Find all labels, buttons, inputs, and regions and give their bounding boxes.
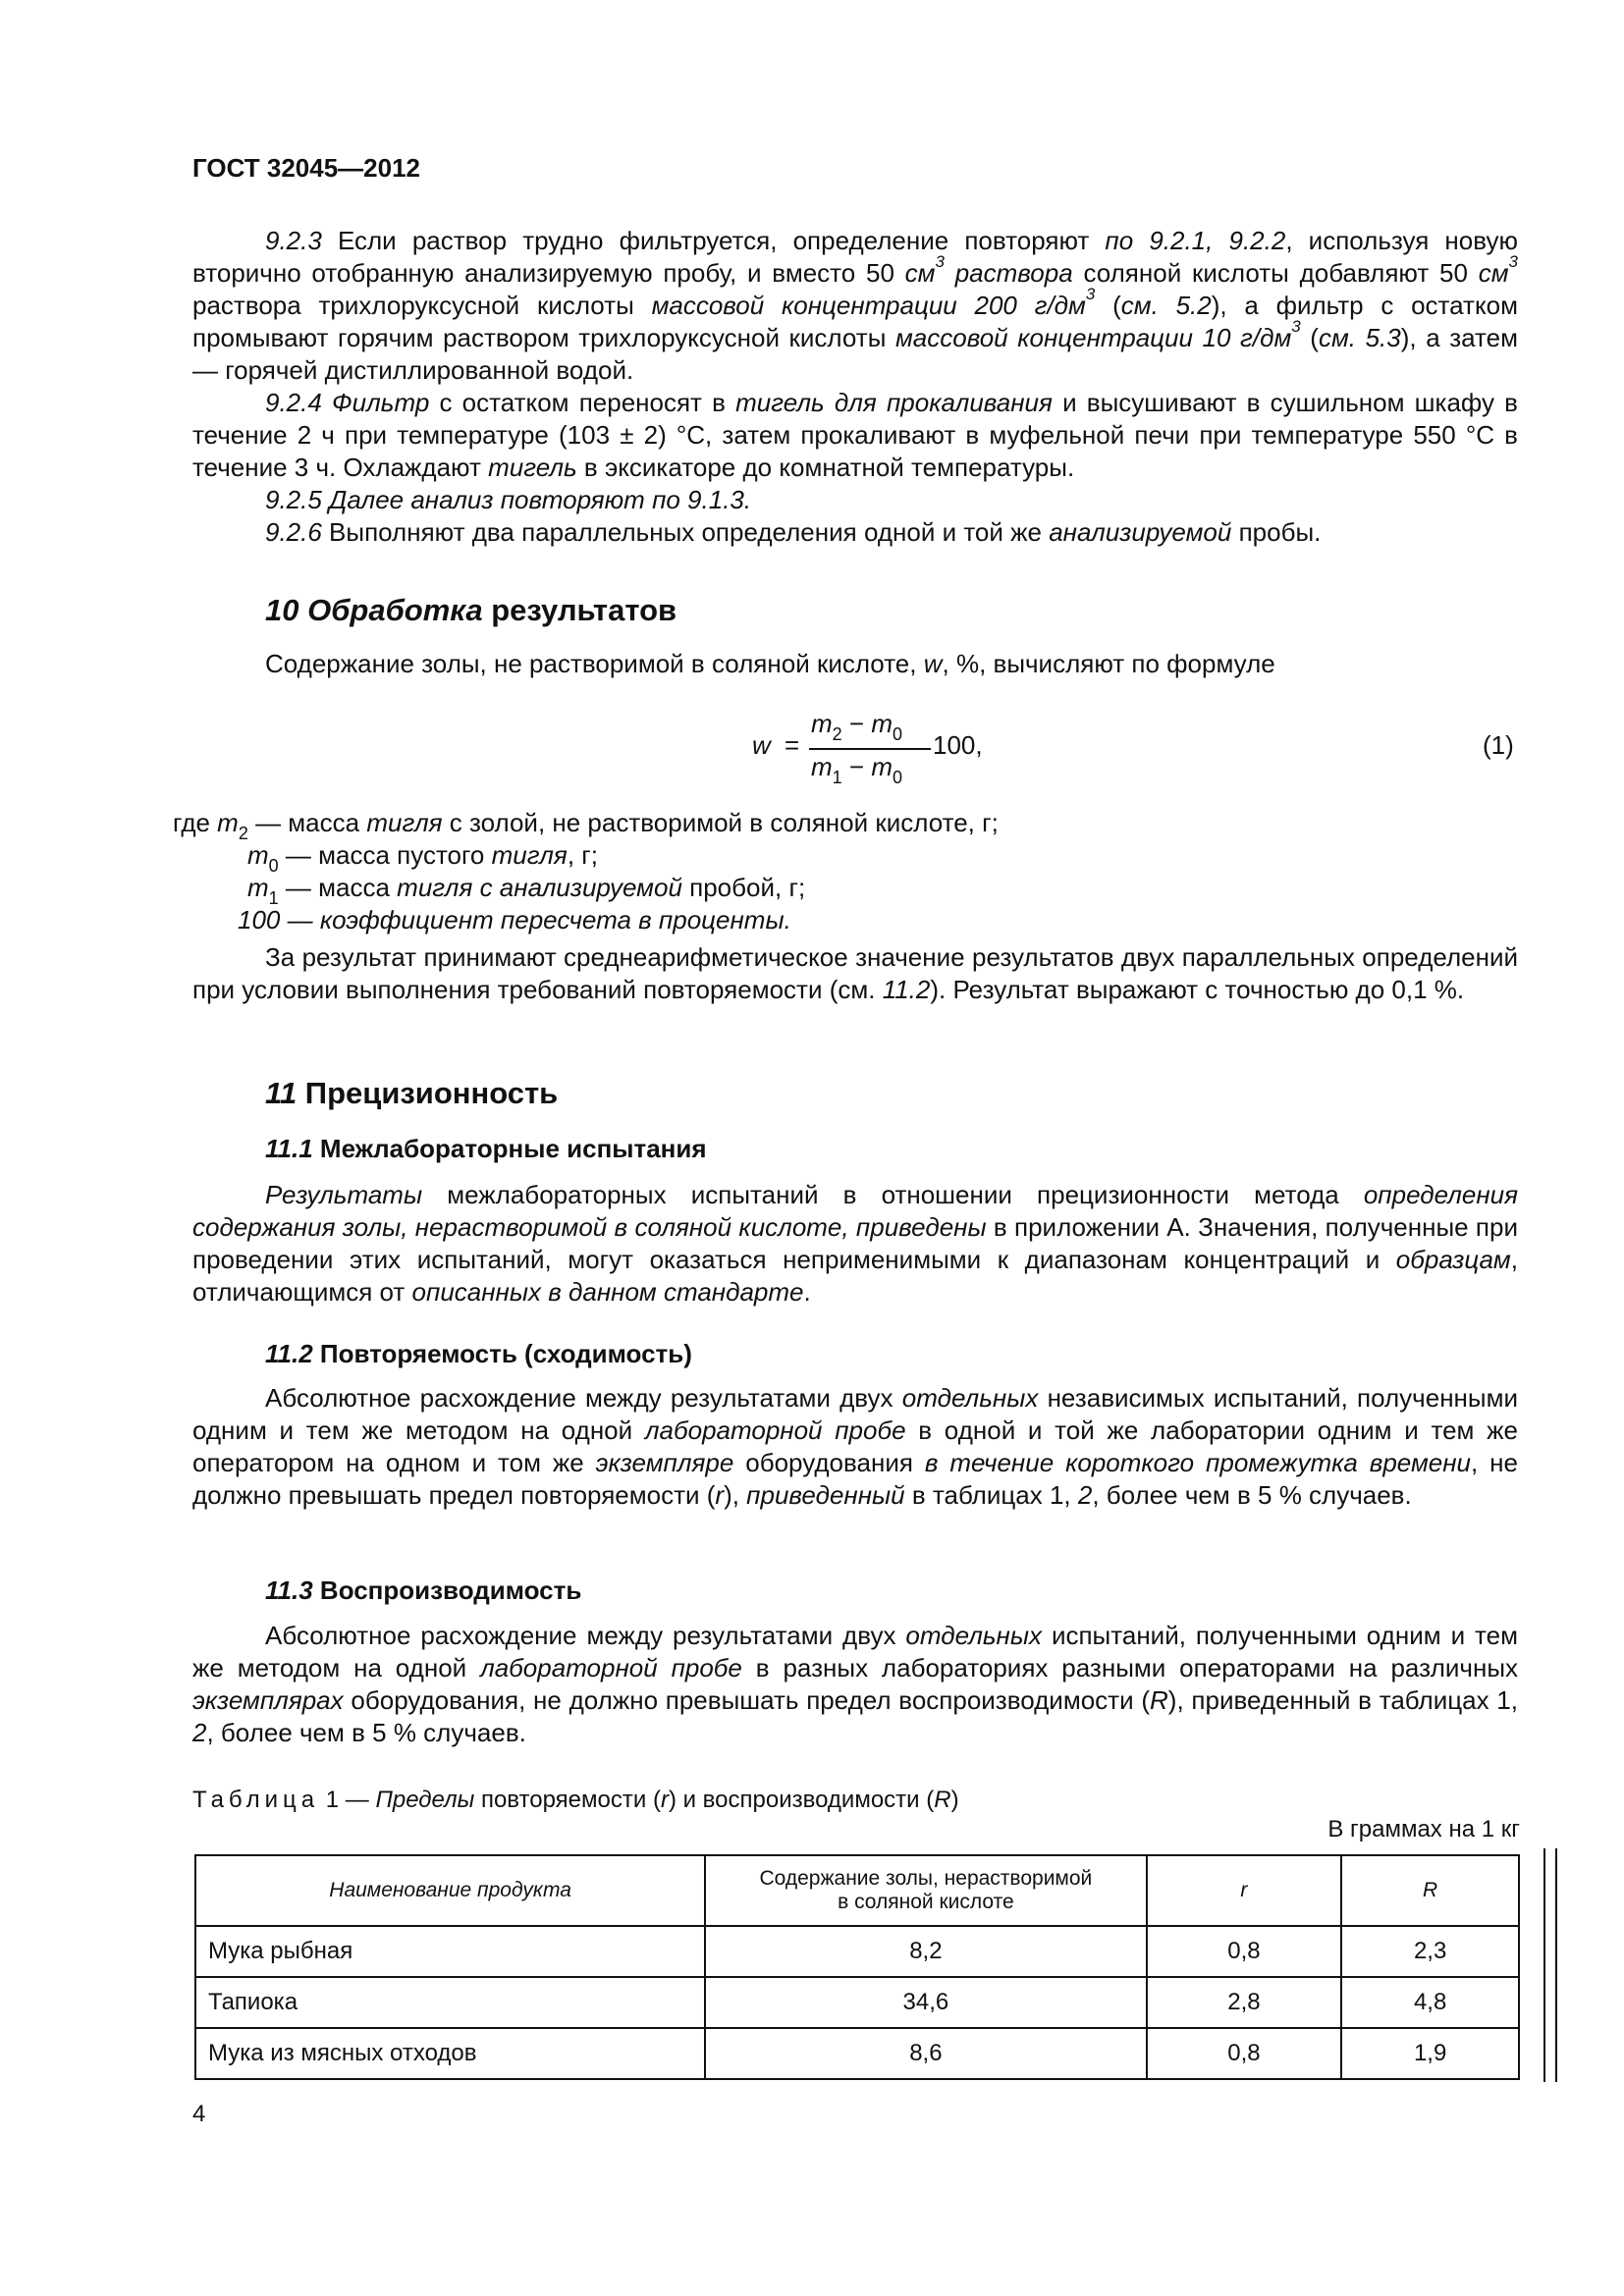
document-code-header: ГОСТ 32045—2012 <box>192 153 420 183</box>
text: , более чем в 5 % случаев. <box>206 1718 526 1747</box>
heading-italic: 11.3 <box>265 1575 313 1605</box>
page-number: 4 <box>192 2101 206 2127</box>
text: и высушивают в сушильном шкафу в течение 2 ч при температуре (103 ± 2) °С, затем прокаливают в муфельной печи при температуре 550 °С в течение 3 ч. Охлаждают <box>192 388 1518 482</box>
superscript: 3 <box>1291 317 1301 336</box>
italic-text: образцам <box>1395 1245 1511 1274</box>
paragraph-9-2-5: 9.2.5 Далее анализ повторяют по 9.1.3. <box>265 485 752 514</box>
heading-italic: 11 <box>265 1076 298 1110</box>
change-bar <box>1555 1848 1557 2082</box>
subsection-11-1-heading <box>265 1134 707 1164</box>
formula-number: (1) <box>1483 730 1514 760</box>
table-row <box>195 1926 1519 1977</box>
formula-equals: = <box>785 730 800 760</box>
clause-number: 9.2.3 <box>265 226 322 255</box>
heading-text: Воспроизводимость <box>312 1575 582 1605</box>
cell-r: 0,8 <box>1147 1926 1342 1977</box>
text: Абсолютное расхождение между результатами двух <box>265 1621 906 1650</box>
table-row <box>195 1977 1519 2028</box>
italic-text: тигля с анализируемой <box>397 873 682 902</box>
cell-product-name: Тапиока <box>195 1977 705 2028</box>
italic-text: приведенный <box>746 1480 905 1510</box>
heading-text: Повторяемость (сходимость) <box>312 1339 692 1368</box>
heading-text: результатов <box>482 593 677 627</box>
italic-text: Пределы <box>375 1787 475 1813</box>
cell-ash-content: 34,6 <box>705 1977 1146 2028</box>
text: Выполняют два параллельных определения одной и той же <box>321 517 1050 547</box>
text: ) и воспроизводимости ( <box>668 1787 935 1813</box>
italic-text: тигель для прокаливания <box>735 388 1053 417</box>
italic-text: определения содержания золы, нерастворимой в соляной кислоте, приведены <box>192 1180 1518 1242</box>
cell-R: 2,3 <box>1341 1926 1519 1977</box>
clause-number: 9.2.4 <box>265 388 322 417</box>
text: . <box>803 1277 811 1307</box>
header-R: R <box>1341 1855 1519 1926</box>
clause-number: 9.2.6 <box>265 517 322 547</box>
text: независимых испытаний, полученными одним и тем же методом на одной <box>192 1383 1518 1445</box>
table-1-caption <box>192 1787 959 1814</box>
paragraph-9-2-3 <box>192 225 1518 387</box>
subsection-11-3-heading <box>265 1575 581 1606</box>
superscript: 3 <box>1508 252 1518 271</box>
var: m <box>811 709 833 738</box>
clause-reference: 11.2 <box>882 975 931 1004</box>
text: ( <box>1095 291 1121 320</box>
italic-text: экземпляре <box>595 1448 734 1477</box>
text: , отличающимся от <box>192 1245 1518 1307</box>
header-ash-content <box>705 1855 1146 1926</box>
text: соляной кислоты добавляют 50 <box>1072 258 1479 288</box>
text: с остатком переносят в <box>429 388 736 417</box>
italic-text: 2 <box>192 1718 207 1747</box>
text: ( <box>1300 323 1319 352</box>
italic-text: описанных в данном стандарте <box>411 1277 804 1307</box>
sub: 2 <box>238 824 248 843</box>
italic-text: тигля <box>491 840 568 870</box>
cell-product-name: Мука из мясных отходов <box>195 2028 705 2079</box>
text: Если раствор трудно фильтруется, определение повторяют <box>321 226 1106 255</box>
cell-R: 1,9 <box>1341 2028 1519 2079</box>
where-item <box>247 872 805 907</box>
where-item <box>173 807 999 842</box>
text: , не должно превышать предел повторяемости ( <box>192 1448 1518 1510</box>
italic-text: отдельных <box>901 1383 1039 1413</box>
cell-r: 0,8 <box>1147 2028 1342 2079</box>
cell-R: 4,8 <box>1341 1977 1519 2028</box>
text: оборудования <box>733 1448 925 1477</box>
text: ) <box>950 1787 959 1813</box>
sub: 0 <box>893 768 903 787</box>
unit: см <box>1478 258 1509 288</box>
italic-text: тигель <box>488 453 577 482</box>
text: Содержание золы, не растворимой в соляной кислоте, <box>265 649 924 678</box>
where-item <box>247 839 598 875</box>
italic-text: Фильтр <box>321 388 430 417</box>
formula-denominator <box>811 752 903 787</box>
table-header-row <box>195 1855 1519 1926</box>
sub: 1 <box>832 768 842 787</box>
text: ), а фильтр с остатком промывают горячим раствором трихлоруксусной кислоты <box>192 291 1518 352</box>
italic-text: отдельных <box>905 1621 1042 1650</box>
sub: 0 <box>893 724 903 744</box>
var: m <box>217 808 239 837</box>
text: ), а затем — горячей дистиллированной водой. <box>192 323 1518 385</box>
heading-italic: 10 Обработка <box>265 593 483 627</box>
paragraph-11-2 <box>192 1382 1518 1512</box>
subsection-11-2-heading <box>265 1339 692 1369</box>
superscript: 3 <box>935 252 945 271</box>
sub: 2 <box>832 724 842 744</box>
header-line: Содержание золы, нерастворимой <box>759 1867 1093 1890</box>
text: повторяемости ( <box>474 1787 661 1813</box>
cell-product-name: Мука рыбная <box>195 1926 705 1977</box>
heading-text: Межлабораторные испытания <box>312 1134 707 1163</box>
formula-1 <box>752 709 988 797</box>
text: — масса пустого <box>278 840 492 870</box>
header-product-name: Наименование продукта <box>195 1855 705 1926</box>
variable: w <box>923 649 943 678</box>
paragraph-11-3 <box>192 1620 1518 1749</box>
var: m <box>811 752 833 781</box>
italic-text: лабораторной пробе <box>644 1415 906 1445</box>
formula-numerator <box>811 709 903 744</box>
sub: 0 <box>268 856 279 876</box>
italic-text: тигля <box>366 808 443 837</box>
section-10-heading <box>265 593 677 628</box>
text: испытаний, полученными одним и тем же методом на одной <box>192 1621 1518 1682</box>
text: в таблицах 1, <box>904 1480 1078 1510</box>
heading-text: Прецизионность <box>297 1076 559 1110</box>
italic-text: экземплярах <box>192 1685 344 1715</box>
superscript: 3 <box>1085 285 1096 303</box>
italic-text: в течение короткого промежутка времени <box>924 1448 1472 1477</box>
text: ), <box>724 1480 747 1510</box>
italic-text: Результаты <box>265 1180 423 1209</box>
text: — масса <box>278 873 398 902</box>
text: раствора трихлоруксусной кислоты <box>192 291 652 320</box>
text: , %, вычисляют по формуле <box>942 649 1275 678</box>
italic-text: раствора <box>944 258 1073 288</box>
minus: − <box>841 752 872 781</box>
var: m <box>871 752 893 781</box>
paragraph-9-2-6 <box>265 516 1321 549</box>
var: R <box>934 1787 951 1813</box>
text: ). Результат выражают с точностью до 0,1 %. <box>930 975 1465 1004</box>
unit: см <box>904 258 936 288</box>
formula-factor: 100, <box>933 730 983 760</box>
italic-text: 2 <box>1077 1480 1093 1510</box>
text: где <box>173 808 218 837</box>
text: — масса <box>247 808 367 837</box>
text: , более чем в 5 % случаев. <box>1092 1480 1412 1510</box>
var: m <box>247 840 269 870</box>
paragraph-9-2-4 <box>192 387 1518 484</box>
text: в одной и той же лаборатории одним и тем же оператором на одном и том же <box>192 1415 1518 1477</box>
change-bar <box>1543 1848 1545 2082</box>
text: 1 — <box>319 1787 376 1813</box>
cell-ash-content: 8,6 <box>705 2028 1146 2079</box>
text: в приложении А. Значения, полученные при проведении этих испытаний, могут оказаться неприменимыми к диапазонам концентраций и <box>192 1212 1518 1274</box>
text: пробы. <box>1231 517 1322 547</box>
text: в разных лабораториях разными операторами на различных <box>741 1653 1519 1682</box>
cell-r: 2,8 <box>1147 1977 1342 2028</box>
italic-text: анализируемой <box>1049 517 1232 547</box>
text: в эксикаторе до комнатной температуры. <box>576 453 1075 482</box>
paragraph-result <box>192 941 1518 1006</box>
text: За результат принимают среднеарифметическое значение результатов двух параллельных определений при условии выполнения требований повторяемости (см. <box>192 942 1518 1004</box>
italic-text: см. 5.2 <box>1120 291 1212 320</box>
heading-italic: 11.2 <box>265 1339 313 1368</box>
italic-text: массовой концентрации 10 г/дм <box>894 323 1292 352</box>
italic-text: см. 5.3 <box>1318 323 1401 352</box>
header-line: в соляной кислоте <box>838 1891 1014 1913</box>
var: m <box>247 873 269 902</box>
text: , г; <box>567 840 598 870</box>
text: пробой, г; <box>681 873 806 902</box>
fraction-bar <box>809 748 931 750</box>
formula-intro <box>265 648 1275 680</box>
text: оборудования, не должно превышать предел воспроизводимости ( <box>343 1685 1150 1715</box>
section-11-heading <box>265 1076 558 1111</box>
heading-italic: 11.1 <box>265 1134 313 1163</box>
var: r <box>660 1787 669 1813</box>
italic-text: массовой концентрации 200 г/дм <box>651 291 1086 320</box>
text: с золой, не растворимой в соляной кислоте, г; <box>442 808 999 837</box>
italic-text: r <box>715 1480 725 1510</box>
formula-lhs: w <box>752 730 771 760</box>
where-item-100: 100 — коэффициент пересчета в проценты. <box>238 905 791 934</box>
header-r: r <box>1147 1855 1342 1926</box>
clause-reference: по 9.2.1, 9.2.2 <box>1105 226 1286 255</box>
caption-label: Таблица <box>192 1787 320 1813</box>
italic-text: лабораторной пробе <box>480 1653 742 1682</box>
table-units: В граммах на 1 кг <box>1327 1816 1520 1842</box>
var: m <box>871 709 893 738</box>
table-row <box>195 2028 1519 2079</box>
sub: 1 <box>268 888 279 908</box>
text: Абсолютное расхождение между результатами двух <box>265 1383 902 1413</box>
italic-text: R <box>1150 1685 1168 1715</box>
paragraph-11-1 <box>192 1179 1518 1308</box>
minus: − <box>841 709 872 738</box>
text: межлабораторных испытаний в отношении прецизионности метода <box>422 1180 1364 1209</box>
cell-ash-content: 8,2 <box>705 1926 1146 1977</box>
table-1 <box>194 1854 1520 2080</box>
text: ), приведенный в таблицах 1, <box>1167 1685 1518 1715</box>
text: , используя новую вторично отобранную анализируемую пробу, и вместо 50 <box>192 226 1518 288</box>
